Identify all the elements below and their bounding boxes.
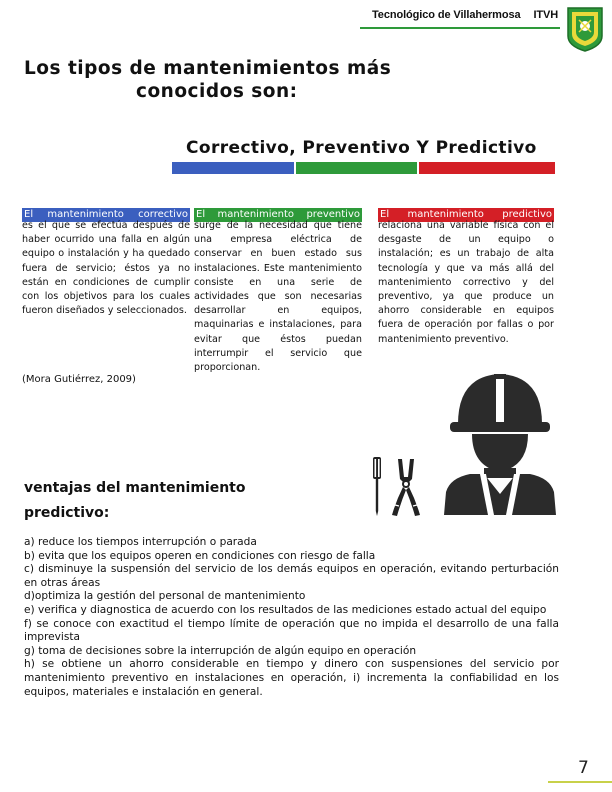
ventajas-title: ventajas del mantenimiento predictivo:	[24, 480, 246, 521]
itvh-logo-icon	[565, 6, 605, 52]
column-preventivo	[194, 208, 362, 375]
list-item: f) se conoce con exactitud el tiempo límite de operación que no impida el desarrollo de una falla imprevista	[24, 617, 559, 644]
body-predictivo: relaciona una variable física con el desgaste de un equipo o instalación; es un trabajo de alta tecnología y que va más allá del mantenimiento correctivo y del preventivo, ya que produce un ahorro considerable en equipos fuera de operación por fallas o por mantenimiento preventivo.	[378, 220, 554, 345]
body-correctivo: es el que se efectúa después de haber ocurrido una falla en algún equipo o instalación y ha quedado fuera de servicio; éstos ya no están en condiciones de cumplir con los objetivos para los cuales fueron diseñados y seleccionados.	[22, 220, 190, 317]
list-item: a) reduce los tiempos interrupción o parada	[24, 536, 257, 548]
column-correctivo	[22, 208, 190, 318]
header-rule	[360, 27, 560, 29]
institution-abbreviation: ITVH	[533, 9, 559, 21]
tools-illustration	[368, 455, 424, 517]
blue-bar	[172, 162, 294, 174]
screwdriver-icon	[373, 457, 381, 516]
list-item: h) se obtiene un ahorro considerable en tiempo y dinero con suspensiones del servicio por mantenimiento preventivo en instalaciones en operación, i) incrementa la confiabilidad en los equipos, materiales e instalación en general.	[24, 658, 559, 698]
subtitle: Correctivo, Preventivo Y Predictivo	[186, 138, 537, 158]
green-bar	[296, 162, 417, 174]
heading-predictivo: El mantenimiento predictivo	[380, 209, 552, 220]
page-number: 7	[578, 758, 589, 778]
header-institution	[372, 9, 558, 21]
red-bar	[419, 162, 555, 174]
heading-correctivo: El mantenimiento correctivo	[24, 209, 188, 220]
worker-helmet-icon	[440, 370, 560, 515]
page-number-rule	[548, 781, 612, 783]
body-preventivo: surge de la necesidad que tiene una empresa eléctrica de conservar en buen estado sus instalaciones. Este mantenimiento consiste en una serie de actividades que son necesarias desarrollar en equipos, maquinarias e instalaciones, para evitar que éstos puedan interrumpir el servicio que proporcionan.	[194, 220, 362, 374]
heading-preventivo: El mantenimiento preventivo	[196, 209, 360, 220]
title-line-2: conocidos son:	[136, 81, 298, 102]
list-item: e) verifica y diagnostica de acuerdo con los resultados de las mediciones estado actual del equipo	[24, 603, 547, 616]
list-item: g) toma de decisiones sobre la interrupción de algún equipo en operación	[24, 644, 417, 657]
list-item: b) evita que los equipos operen en condiciones con riesgo de falla	[24, 549, 376, 562]
list-item: d)optimiza la gestión del personal de mantenimiento	[24, 590, 306, 603]
ventajas-list	[24, 536, 559, 699]
list-item: c) disminuye la suspensión del servicio de los demás equipos en operación, evitando perturbación en otras áreas	[24, 563, 559, 589]
column-predictivo	[378, 208, 554, 347]
title-line-1: Los tipos de mantenimientos más	[24, 58, 392, 79]
citation: (Mora Gutiérrez, 2009)	[22, 374, 136, 385]
pliers-icon	[392, 459, 420, 516]
page-title	[24, 57, 424, 103]
institution-name: Tecnológico de Villahermosa	[372, 9, 521, 21]
